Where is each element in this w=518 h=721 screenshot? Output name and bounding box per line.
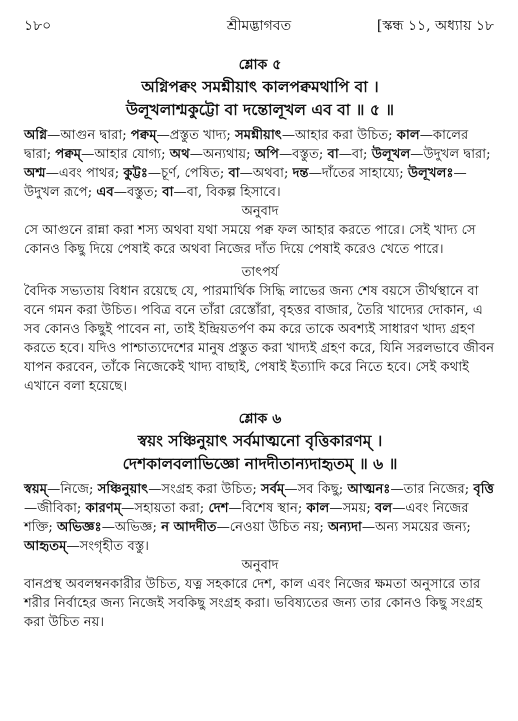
- synonym-meaning: —এবং নিজের শক্তি;: [24, 501, 469, 535]
- synonym-meaning: —সময়;: [329, 501, 376, 516]
- synonym-word: বা: [327, 147, 339, 162]
- synonym-meaning: —কালের দ্বারা;: [24, 128, 469, 162]
- synonym-meaning: —বস্তুত;: [278, 147, 328, 162]
- synonym-meaning: —সহায়তা করা;: [121, 501, 209, 516]
- synonym-meaning: —চূর্ণ, পেষিত;: [147, 166, 229, 181]
- synonym-word: সঞ্চিনুয়াৎ: [97, 482, 149, 497]
- synonym-word: আত্মনঃ: [347, 482, 391, 497]
- synonym-word: বা: [228, 166, 240, 181]
- page-number: ১৮০: [24, 18, 52, 34]
- synonym-word: উলূখল: [371, 147, 411, 162]
- synonym-word: দন্ত: [292, 166, 309, 181]
- synonym-word: বা: [162, 185, 174, 200]
- synonym-meaning: —বা, বিকল্প হিসাবে।: [173, 185, 281, 200]
- synonym-meaning: —দাঁতের সাহায্যে;: [308, 166, 408, 181]
- verse-5-translation-heading: অনুবাদ: [241, 204, 279, 219]
- synonym-meaning: —অভিজ্ঞ;: [101, 520, 162, 535]
- verse-5-synonyms: [24, 126, 496, 202]
- synonym-word: দেশ: [208, 501, 229, 516]
- verse-6-translation: বানপ্রস্থ অবলম্বনকারীর উচিত, যত্ন সহকারে দেশ, কাল এবং নিজের ক্ষমতা অনুসারে তার শরীর নির্বাহের জন্য নিজেই সবকিছু সংগ্রহ করা। ভবিষ্যতের জন্য তার কোনও কিছু সংগ্রহ করা উচিত নয়।: [24, 577, 483, 630]
- synonym-word: অথ: [169, 147, 190, 162]
- verse-5-sanskrit-line-1: অগ্নিপক্বং সমশ্নীয়াৎ কালপক্বমথাপি বা ।: [141, 77, 379, 96]
- synonym-meaning: —জীবিকা;: [24, 501, 86, 516]
- verse-5-sanskrit-line-2: উলূখলাশ্মকুট্টো বা দন্তোলূখল এব বা ॥ ৫ ॥: [125, 100, 395, 119]
- synonym-word: অন্যদা: [328, 520, 362, 535]
- verse-6-heading: শ্লোক ৬: [238, 411, 282, 427]
- synonym-meaning: —বিশেষ স্থান;: [228, 501, 307, 516]
- synonym-word: উলূখলঃ: [407, 166, 454, 181]
- synonym-meaning: —অন্যথায়;: [189, 147, 255, 162]
- synonym-word: কারণম্: [85, 501, 122, 516]
- synonym-meaning: —নিজে;: [47, 482, 98, 497]
- synonym-meaning: —সংগৃহীত বস্তু।: [66, 539, 150, 554]
- synonym-word: বল: [375, 501, 393, 516]
- verse-5-purport-heading: তাৎপর্য: [241, 265, 279, 280]
- synonym-meaning: —বা;: [338, 147, 372, 162]
- verse-6-synonyms: [24, 480, 496, 556]
- page-body: [24, 56, 496, 632]
- synonym-meaning: —প্রস্তুত খাদ্য;: [156, 128, 236, 143]
- page-header: [24, 14, 494, 36]
- synonym-meaning: —সব কিছু;: [284, 482, 348, 497]
- synonym-meaning: —আগুন দ্বারা;: [47, 128, 131, 143]
- synonym-meaning: —নেওয়া উচিত নয়;: [216, 520, 328, 535]
- synonym-meaning: —অথবা;: [239, 166, 293, 181]
- synonym-meaning: —উদুখল দ্বারা;: [410, 147, 491, 162]
- synonym-word: অপি: [254, 147, 279, 162]
- synonym-word: এব: [96, 185, 114, 200]
- synonym-word: পক্বম্: [130, 128, 157, 143]
- synonym-word: অভিজ্ঞঃ: [57, 520, 102, 535]
- synonym-word: পক্বম্: [55, 147, 82, 162]
- synonym-meaning: —অন্য সময়ের জন্য;: [361, 520, 471, 535]
- verse-6-sanskrit-line-2: দেশকালবলাভিজ্ঞো নাদদীতান্যদাহৃতম্ ॥ ৬ ॥: [122, 454, 398, 473]
- synonym-word: কাল: [396, 128, 420, 143]
- synonym-meaning: —সংগ্রহ করা উচিত;: [148, 482, 261, 497]
- verse-5-purport: বৈদিক সভ্যতায় বিধান রয়েছে যে, পারমার্থিক সিদ্ধি লাভের জন্য শেষ বয়সে তীর্থস্থানে বা বনে গমন করা উচিত। পবিত্র বনে তাঁরা রেস্তোঁরা, বৃহত্তর বাজার, তৈরি খাদ্যের দোকান, এ সব কোনও কিছুই পাবেন না, তাই ইন্দ্রিয়তর্পণ কম করে তাকে অবশ্যই সাধারণ খাদ্য গ্রহণ করতে হবে। যদিও পাশ্চাত্যদেশের মানুষ প্রস্তুত করা খাদ্যই গ্রহণ করে, যিনি সরলভাবে জীবন যাপন করবেন, তাঁকে নিজেকেই খাদ্য বাছাই, পেষাই ইত্যাদি করে নিতে হবে। সেই কথাই এখানে বলা হয়েছে।: [24, 284, 495, 394]
- synonym-meaning: —তার নিজের;: [390, 482, 474, 497]
- verse-6-sanskrit-line-1: স্বয়ং সঞ্চিনুয়াৎ সর্বমাত্মনো বৃত্তিকারণম্ ।: [137, 431, 383, 450]
- synonym-meaning: —বস্তুত;: [113, 185, 163, 200]
- synonym-word: স্বয়ম্: [24, 482, 48, 497]
- chapter-reference: [স্কন্ধ ১১, অধ্যায় ১৮: [376, 18, 494, 34]
- verse-5-heading: শ্লোক ৫: [238, 57, 282, 73]
- synonym-word: সমশ্নীয়াৎ: [235, 128, 282, 143]
- verse-5-translation: সে আগুনে রান্না করা শস্য অথবা যথা সময়ে পক্ব ফল আহার করতে পারে। সেই খাদ্য সে কোনও কিছু দিয়ে পেষাই করে অথবা নিজের দাঁত দিয়ে পেষাই করেও খেতে পারে।: [24, 223, 476, 257]
- synonym-word: আহৃতম্: [24, 539, 67, 554]
- synonym-word: ন আদদীত: [161, 520, 217, 535]
- synonym-word: অগ্নি: [24, 128, 48, 143]
- verse-6-translation-heading: অনুবাদ: [241, 558, 279, 573]
- synonym-word: বৃত্তি: [473, 482, 494, 497]
- synonym-word: কাল: [306, 501, 330, 516]
- synonym-word: অশ্ম: [24, 166, 46, 181]
- synonym-word: সর্বম্: [261, 482, 285, 497]
- synonym-meaning: —এবং পাথর;: [45, 166, 124, 181]
- book-title: শ্রীমদ্ভাগবত: [226, 18, 292, 34]
- synonym-meaning: —আহার করা উচিত;: [281, 128, 397, 143]
- synonym-meaning: —আহার যোগ্য;: [81, 147, 170, 162]
- synonym-word: কুট্টঃ: [123, 166, 148, 181]
- synonym-meaning: —উদুখল রূপে;: [24, 166, 467, 200]
